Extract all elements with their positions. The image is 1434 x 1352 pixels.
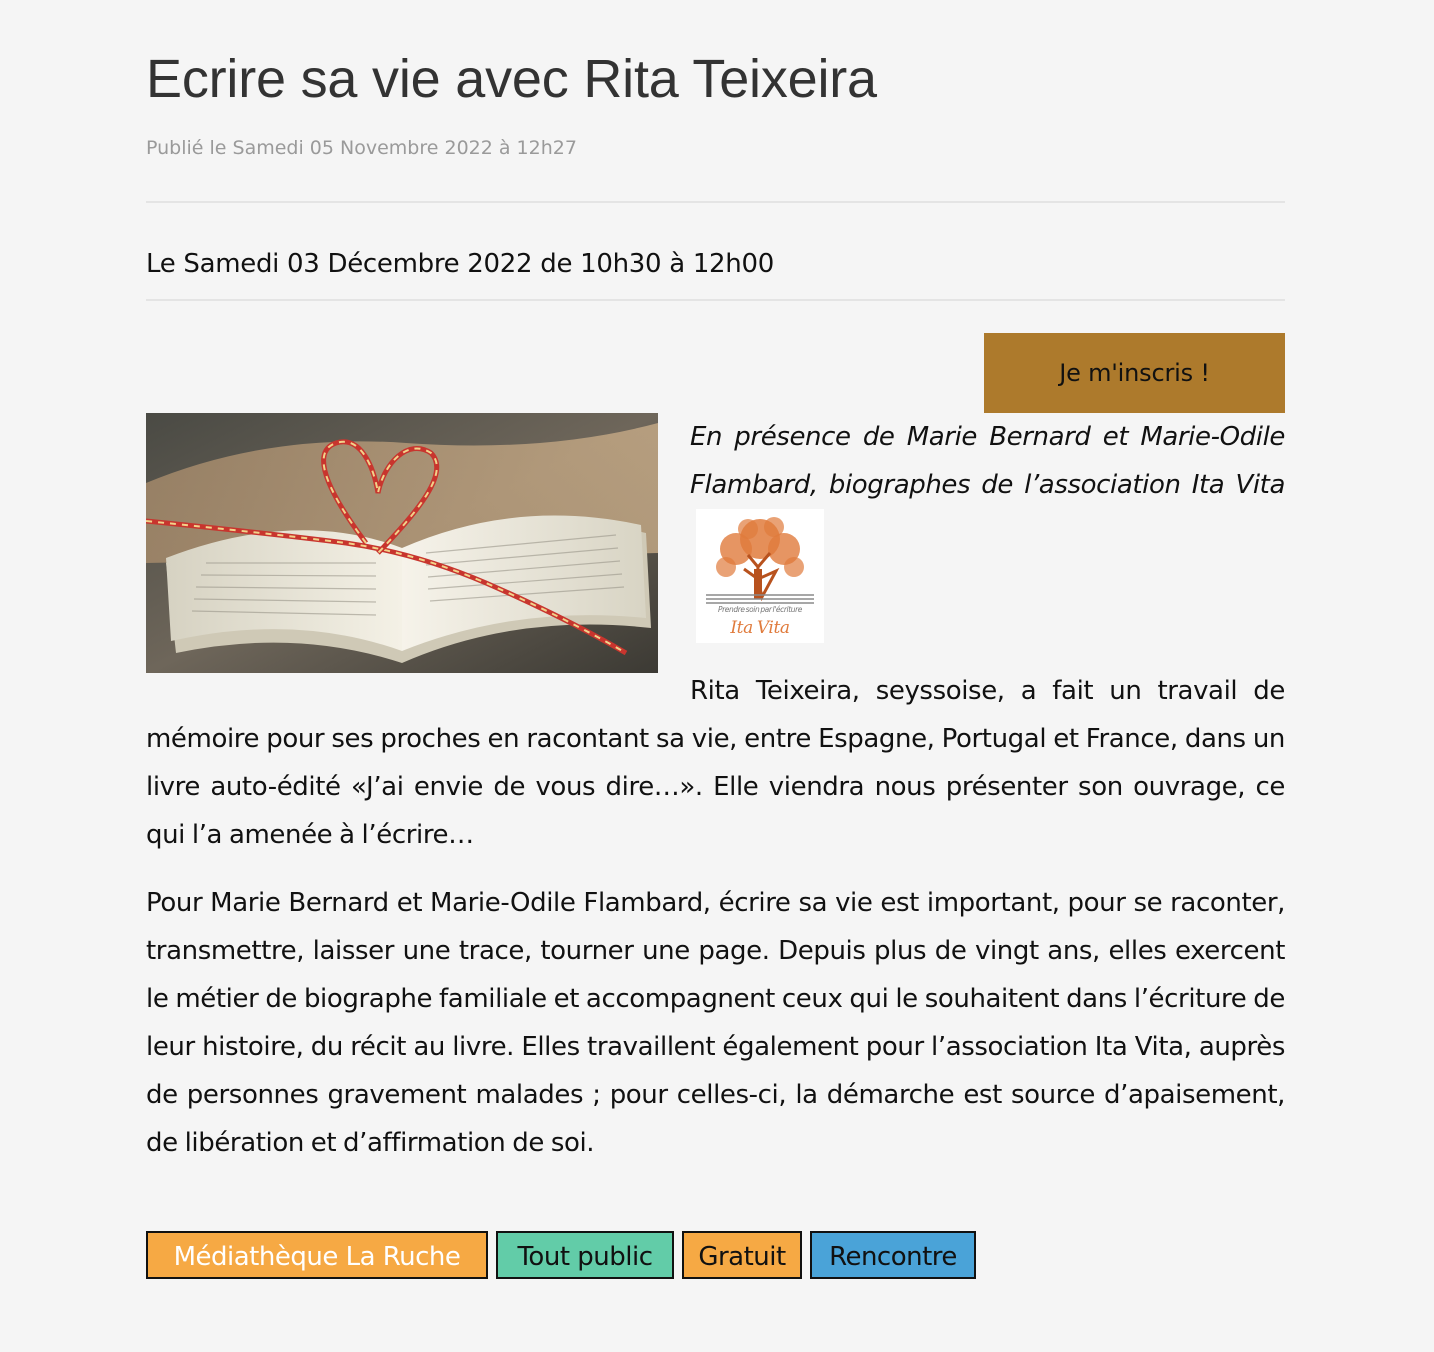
open-book-with-heart-string-image [146, 413, 658, 673]
event-date: Le Samedi 03 Décembre 2022 de 10h30 à 12h00 [146, 249, 774, 279]
page-title: Ecrire sa vie avec Rita Teixeira [146, 49, 877, 109]
intro-text-content: En présence de Marie Bernard et Marie-Odile Flambard, biographes de l’association Ita Vita [690, 422, 1285, 500]
tag-price[interactable]: Gratuit [682, 1231, 802, 1279]
divider [146, 299, 1285, 301]
register-button[interactable]: Je m'inscris ! [984, 333, 1285, 413]
divider [146, 201, 1285, 203]
paragraph: Rita Teixeira, seyssoise, a fait un travail de mémoire pour ses proches en racontant sa vie, entre Espagne, Portugal et France, dans un livre auto-édité «J’ai envie de vous dire…». Elle viendra nous présenter son ouvrage, ce qui l’a amenée à l’écrire… [146, 676, 1285, 850]
tag-audience[interactable]: Tout public [496, 1231, 674, 1279]
publication-date: Publié le Samedi 05 Novembre 2022 à 12h27 [146, 137, 577, 159]
tag-mediatheque[interactable]: Médiathèque La Ruche [146, 1231, 488, 1279]
tag-event-type[interactable]: Rencontre [810, 1231, 976, 1279]
tag-list [146, 1231, 976, 1279]
logo-tagline: Prendre soin par l'écriture [717, 605, 803, 614]
tree-logo [696, 509, 824, 643]
paragraph: Pour Marie Bernard et Marie-Odile Flambard, écrire sa vie est important, pour se raconter, transmettre, laisser une trace, tourner une page. Depuis plus de vingt ans, elles exercent le métier de biographe familiale et accompagnent ceux qui le souhaitent dans l’écriture de leur histoire, du récit au livre. Elles travaillent également pour l’association Ita Vita, auprès de personnes gravement malades ; pour celles-ci, la démarche est source d’apaisement, de libération et d’affirmation de soi. [146, 888, 1285, 1158]
article-body [146, 413, 1285, 1167]
logo-name: Ita Vita [730, 618, 790, 638]
